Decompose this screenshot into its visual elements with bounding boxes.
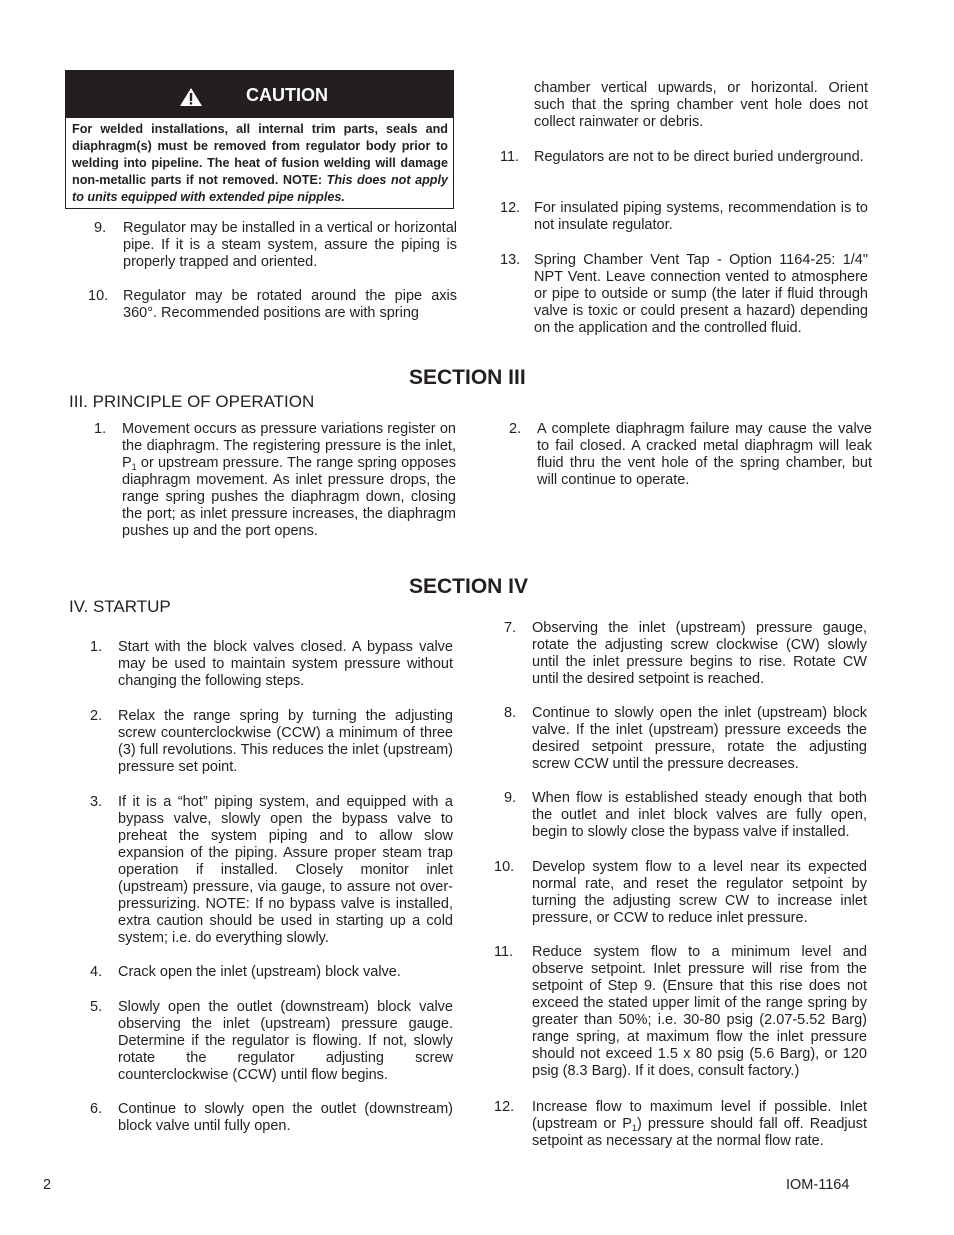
page-number: 2 (43, 1177, 52, 1193)
subscript: 1 (131, 462, 137, 472)
item-text: Start with the block valves closed. A bypass valve may be used to maintain system pressure without changing the following steps. (118, 639, 453, 689)
item-text: If it is a “hot” piping system, and equipped with a bypass valve, slowly open the bypass valve to preheat the system piping and to allow slow expansion of the piping. Assure proper steam trap operation if installed. Closely monitor inlet (upstream) pressure, via gauge, to assure not over-pressurizing. NOTE: If no bypass valve is installed, extra caution should be used in starting up a cold system; i.e. do everything slowly. (118, 794, 453, 946)
item-text: Slowly open the outlet (downstream) block valve observing the inlet (upstream) pressure gauge. Determine if the regulator is flowing. If not, slowly rotate the regulator adjusting screw counterclockwise (CCW) until flow begins. (118, 999, 453, 1083)
caution-title: CAUTION (246, 85, 328, 105)
item-number: 9. (94, 220, 107, 236)
item-number: 12. (494, 1099, 515, 1115)
item-text-part: or upstream pressure. The range spring opposes diaphragm movement. As inlet pressure drops, the range spring pushes the diaphragm down, closing the port; as inlet pressure increases, the diaphragm pushes up and the port opens. (122, 455, 456, 539)
item-text: When flow is established steady enough that both the outlet and inlet block valves are fully open, begin to slowly close the bypass valve if installed. (532, 790, 867, 840)
item-number: 3. (90, 794, 103, 810)
item-number: 11. (500, 149, 520, 165)
item-number: 7. (504, 620, 517, 636)
item-number: 13. (500, 252, 521, 268)
item-text-part: Increase flow to maximum level if possible. Inlet (upstream or P (532, 1099, 867, 1132)
item-text: Develop system flow to a level near its expected normal rate, and reset the regulator setpoint by turning the adjusting screw CW to increase inlet pressure, or CCW to reduce inlet pressure. (532, 859, 867, 926)
caution-header (66, 71, 453, 118)
item-text: Observing the inlet (upstream) pressure gauge, rotate the adjusting screw clockwise (CW) slowly until the inlet pressure begins to rise. Rotate CW until the desired setpoint is reached. (532, 620, 867, 687)
item-text: Crack open the inlet (upstream) block valve. (118, 964, 401, 980)
item-number: 9. (504, 790, 517, 806)
item-text: Regulators are not to be direct buried underground. (534, 149, 864, 165)
item-text: Continue to slowly open the inlet (upstream) block valve. If the inlet (upstream) pressure exceeds the desired setpoint pressure, rotate the adjusting screw CCW until the pressure decreases. (532, 705, 867, 772)
section-3-subhead: III. PRINCIPLE OF OPERATION (69, 392, 315, 411)
item-number: 8. (504, 705, 517, 721)
item-text: A complete diaphragm failure may cause the valve to fail closed. A cracked metal diaphragm will leak fluid thru the vent hole of the spring chamber, but will continue to operate. (537, 421, 872, 488)
item-text: Relax the range spring by turning the adjusting screw counterclockwise (CCW) a minimum of three (3) full revolutions. This reduces the inlet (upstream) pressure set point. (118, 708, 453, 775)
item-number: 2. (90, 708, 103, 724)
item-text: chamber vertical upwards, or horizontal. Orient such that the spring chamber vent hole does not collect rainwater or debris. (534, 80, 868, 130)
item-text-part: Movement occurs as pressure variations register on the diaphragm. The registering pressure is the inlet, P (122, 421, 456, 471)
document-id: IOM-1164 (786, 1177, 850, 1193)
warning-triangle-icon (179, 87, 203, 107)
caution-body-note: This does not apply to units equipped with extended pipe nipples. (72, 173, 448, 204)
item-number: 10. (88, 288, 109, 304)
section-4-subhead: IV. STARTUP (69, 597, 171, 616)
item-number: 10. (494, 859, 515, 875)
caution-text (72, 121, 448, 206)
item-text (532, 1099, 867, 1150)
item-text: For insulated piping systems, recommendation is to not insulate regulator. (534, 200, 868, 233)
item-text-part: ) pressure should fall off. Readjust setpoint as necessary at the normal flow rate. (532, 1116, 867, 1149)
caution-body-main: For welded installations, all internal trim parts, seals and diaphragm(s) must be removed from regulator body prior to welding into pipeline. The heat of fusion welding will damage non-metallic parts if not removed. NOTE: (72, 122, 448, 187)
item-number: 12. (500, 200, 521, 216)
item-text (122, 421, 456, 540)
item-number: 5. (90, 999, 103, 1015)
subscript: 1 (631, 1123, 637, 1133)
item-number: 1. (90, 639, 103, 655)
item-text: Regulator may be rotated around the pipe axis 360°. Recommended positions are with spring (123, 288, 457, 321)
item-text: Spring Chamber Vent Tap - Option 1164-25: 1/4" NPT Vent. Leave connection vented to atmosphere or pipe to outside or sump (the later if fluid through valve is toxic or could present a hazard) depending on the application and the controlled fluid. (534, 252, 868, 336)
section-3-title: SECTION III (409, 366, 526, 389)
item-number: 11. (494, 944, 514, 960)
item-text: Continue to slowly open the outlet (downstream) block valve until fully open. (118, 1101, 453, 1134)
item-number: 2. (509, 421, 522, 437)
item-text: Reduce system flow to a minimum level and observe setpoint. Inlet pressure will rise from the setpoint of Step 9. (Ensure that this rise does not exceed the stated upper limit of the range spring by greater than 50%; i.e. 30-80 psig (2.07-5.52 Barg) range spring, at maximum flow the inlet pressure should not exceed 1.5 x 80 psig (5.6 Barg), or 120 psig (8.3 Barg). If it does, consult factory.) (532, 944, 867, 1079)
item-text: Regulator may be installed in a vertical or horizontal pipe. If it is a steam system, assure the piping is properly trapped and oriented. (123, 220, 457, 270)
caution-box (65, 70, 454, 209)
item-number: 1. (94, 421, 107, 437)
section-4-title: SECTION IV (409, 575, 529, 598)
item-number: 4. (90, 964, 103, 980)
item-number: 6. (90, 1101, 103, 1117)
